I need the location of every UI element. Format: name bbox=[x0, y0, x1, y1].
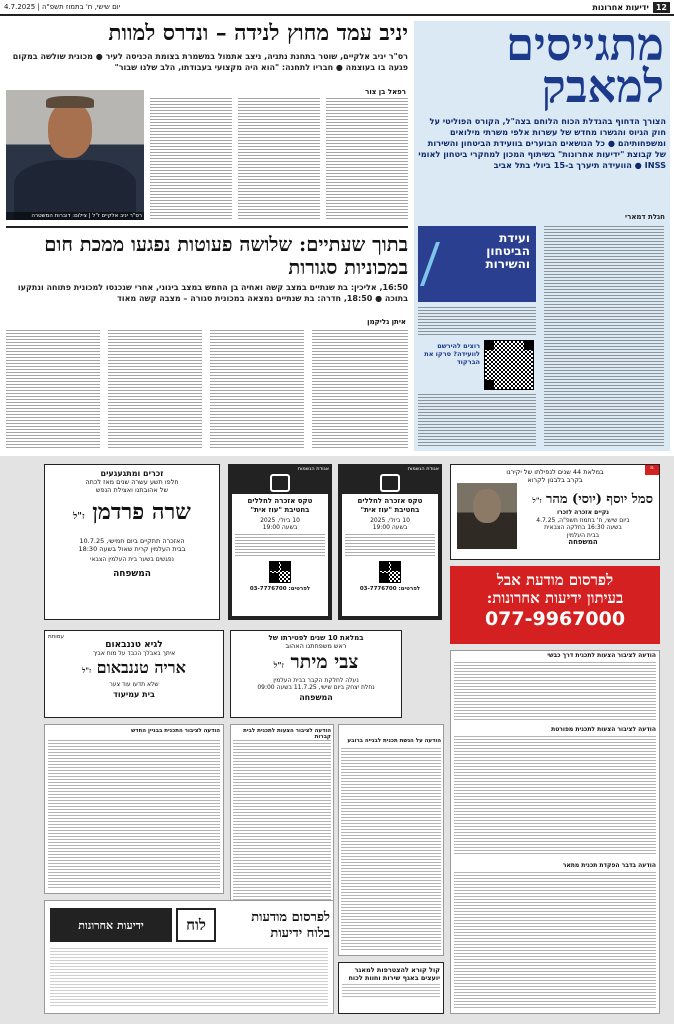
classifieds-board-badge bbox=[176, 908, 216, 942]
memorial2-org: אגודת הנשמות bbox=[297, 466, 329, 472]
memorial-ad-1 bbox=[338, 464, 442, 620]
heatstroke-col-2 bbox=[108, 330, 202, 450]
reserve-body-col-left-2 bbox=[418, 394, 536, 448]
heatstroke-col-3 bbox=[210, 330, 304, 450]
call-text bbox=[342, 984, 440, 998]
memorial2-qr-icon[interactable] bbox=[269, 561, 291, 583]
memorial2-emblem-icon bbox=[270, 474, 290, 492]
memorial2-date: 10 ביולי, 2025 bbox=[260, 517, 300, 524]
arye-line3: שלא תדעו עוד צער bbox=[109, 681, 159, 688]
memorial1-text bbox=[345, 534, 435, 558]
notice-2-title: הודעה לציבור הצעות לתכנית מפורטת bbox=[551, 726, 656, 733]
zvi-line1: במלאת 10 שנים לפטירתו של bbox=[268, 634, 364, 642]
sara-line2: חלפו תשע עשרה שנים מאז לכתה bbox=[85, 478, 179, 486]
zvi-name-text: צבי מיתר bbox=[290, 651, 359, 673]
sara-line5: בבית העלמין קרית שאול בשעה 18:30 bbox=[78, 545, 186, 553]
logo-line2: הביטחון bbox=[486, 244, 530, 258]
memorial2-text bbox=[235, 534, 325, 558]
arye-name bbox=[48, 657, 220, 681]
qr-caption: רוצים להירשם לוועידה? סרקו את הברקוד bbox=[424, 342, 480, 366]
yosef-details bbox=[513, 509, 653, 547]
arye-org: עמותת bbox=[48, 634, 64, 640]
reserve-subhead: הצורך הדחוף בהגדלת הכוח הלוחם בצה"ל, הקורס הפוליטי על חוק הגיוס והגשרו מחדש של עשרות אלפי משרתי מילואים ומשפחותיהם ● כל הנושאים הבוערים בוועידת הביטחון והשירות של קבוצת "ידיעות אחרונות" בשיתוף המכון למחקרי ביטחון לאומי INSS ● הוועידה תיערך ב-15 ביולי בתל אביב bbox=[418, 116, 666, 170]
reserve-body-col-left bbox=[418, 307, 536, 337]
heatstroke-col-4 bbox=[312, 330, 408, 450]
memorial1-title: טקס אזכרה לחללים בחטיבת "עוז אית" bbox=[357, 497, 423, 514]
yosef-line6: בבית העלמין bbox=[566, 531, 600, 539]
notice-3-text bbox=[454, 872, 656, 1010]
zvi-memorial-ad bbox=[230, 630, 402, 718]
sara-line3: של אהובתנו ואצילת הנפש bbox=[95, 486, 169, 494]
heatstroke-col-1 bbox=[6, 330, 100, 450]
sara-name-text: שרה פרדמן bbox=[92, 499, 191, 525]
reserve-logo bbox=[418, 226, 536, 302]
memorial2-phone: לפרטים: 03-7776700 bbox=[249, 586, 311, 592]
sara-name bbox=[49, 498, 215, 531]
policeman-photo bbox=[6, 90, 144, 220]
notice-4-text bbox=[341, 748, 441, 952]
sara-suffix: ז"ל bbox=[73, 512, 85, 522]
memorial2-body bbox=[232, 494, 328, 616]
yosef-face bbox=[473, 489, 501, 523]
notice-1-text bbox=[454, 662, 656, 722]
reserve-headline bbox=[418, 18, 664, 113]
yosef-name bbox=[513, 491, 653, 507]
yosef-line4: ביום שישי, ח' בתמוז תשפ"ה, 4.7.25 bbox=[536, 516, 630, 524]
yosef-line2: בקרב בלבנון לקרוא bbox=[527, 476, 583, 484]
zvi-suffix: ז"ל bbox=[273, 660, 284, 670]
yosef-suffix: ז"ל bbox=[532, 496, 542, 505]
memorial1-qr-icon[interactable] bbox=[379, 561, 401, 583]
classifieds-promo-text bbox=[220, 910, 330, 942]
policeman-hat bbox=[46, 96, 94, 108]
policeman-torso bbox=[14, 160, 136, 220]
memorial1-phone: לפרטים: 03-7776700 bbox=[359, 586, 421, 592]
arye-condolence-ad bbox=[44, 630, 224, 718]
memorial1-org: אגודת הנשמות bbox=[407, 466, 439, 472]
notice-5-title: הודעה לציבור הצעות לתכנית לבית קברות bbox=[243, 728, 331, 740]
logo-line3: והשירות bbox=[485, 257, 530, 271]
memorial-ad-2 bbox=[228, 464, 332, 620]
memorial1-body bbox=[342, 494, 438, 616]
reserve-byline: חגלת דמארי bbox=[625, 213, 665, 221]
sara-family: המשפחה bbox=[113, 569, 151, 579]
yosef-line5: בשעה 16:30 בחלקה הצבאית bbox=[544, 524, 622, 531]
notice-2-text bbox=[454, 736, 656, 856]
divider-1 bbox=[6, 226, 408, 228]
zvi-name bbox=[234, 650, 398, 677]
page-number: 12 bbox=[653, 2, 670, 13]
notice-4-title: הודעה על הגשת תכנית לבנייה ברובע bbox=[347, 738, 441, 744]
reserve-headline-text: מתגייסים למאבק bbox=[505, 18, 664, 113]
policeman-head bbox=[48, 102, 92, 158]
yosef-line1: במלאת 44 שנים לנפילתו של יקירנו bbox=[506, 468, 604, 476]
yosef-name-text: סמל יוסף (יוסי) מהר bbox=[545, 492, 653, 507]
notice-1-title: הודעה לציבור הצעות לתכנית דרך כבשי bbox=[547, 652, 656, 659]
reserve-body-col-right bbox=[544, 226, 664, 448]
policeman-subhead: רס"ר יניב אלקיים, שוטר בתחנת נתניה, ניצב אתמול במשמרת בצומת הכניסה לעיר ● מכונית שולשה במקום פגעה בו בעוצמה ● חבריו לתחנה: "הוא היה מקצועי בעבודתו, הלב שלנו שבור" bbox=[12, 52, 408, 72]
yosef-memorial-ad bbox=[450, 464, 660, 560]
board-label: לוח bbox=[186, 915, 206, 934]
newspaper-name: ידיעות אחרונות bbox=[592, 2, 649, 12]
sara-line1: זכרים ומתגעגעים bbox=[100, 469, 164, 478]
bottom-promo-line1: לפרסום מודעות bbox=[251, 910, 330, 925]
photo-caption: רס"ר יניב אלקיים ז"ל | צילום: דוברות המשטרה bbox=[6, 212, 144, 220]
promo-line1: לפרסום מודעת אבל bbox=[496, 571, 614, 589]
call-for-consultants-ad bbox=[338, 962, 444, 1014]
bottom-promo-line2: בלוח ידיעות bbox=[270, 926, 330, 941]
promo-line2: בעיתון ידיעות אחרונות: bbox=[486, 589, 624, 607]
yedioth-brand-badge bbox=[50, 908, 172, 942]
policeman-col-2 bbox=[238, 98, 320, 220]
arye-line1: לגיא טננבאום bbox=[105, 640, 163, 650]
memorial2-title: טקס אזכרה לחללים בחטיבת "עוז אית" bbox=[247, 497, 313, 514]
memorial1-emblem-icon bbox=[380, 474, 400, 492]
sara-line4: האזכרה תתקיים ביום חמישי, 10.7.25 bbox=[79, 537, 185, 545]
policeman-headline: יניב עמד מחוץ לנידה – ונדרס למוות bbox=[108, 21, 408, 46]
yosef-family: המשפחה bbox=[568, 538, 598, 546]
heatstroke-subhead: 16:50, אליכין: בת שנתיים במצב קשה ואחיה בן החמש במצב בינוני, אחרי שנכנסו למכונית פתוחה ונתקעו בתוכה ● 18:50, חדרה: בת שנתיים נמצאה במכונית סגורה – מצבה קשה מאוד bbox=[17, 283, 408, 303]
yosef-photo bbox=[457, 483, 517, 549]
policeman-col-3 bbox=[326, 98, 408, 220]
memorial1-time: בשעה 19:00 bbox=[372, 524, 408, 531]
arye-name-text: אריה טננבאום bbox=[96, 658, 186, 677]
notice-6-text bbox=[48, 740, 220, 890]
top-bar bbox=[0, 0, 674, 16]
memorial2-time: בשעה 19:00 bbox=[262, 524, 298, 531]
policeman-byline: רפאל בן צור bbox=[365, 88, 406, 96]
notice-6-title: הודעה לציבור התכנית בבניין החדש bbox=[131, 728, 220, 734]
zvi-family: המשפחה bbox=[299, 693, 333, 702]
arye-line2: איתך באבלך הכבד על מות אביך bbox=[92, 650, 176, 657]
ad-tag: מ bbox=[645, 465, 659, 475]
sara-memorial-ad bbox=[44, 464, 220, 620]
notice-5-text bbox=[233, 740, 331, 900]
issue-date: יום שישי, ח' בתמוז תשפ"ה | 4.7.2025 bbox=[4, 3, 121, 11]
reserve-qr-icon[interactable] bbox=[484, 340, 534, 390]
classifieds-promo-fill bbox=[50, 948, 328, 1008]
brand-label: ידיעות אחרונות bbox=[78, 918, 144, 932]
arye-family: בית עמיעוד bbox=[113, 690, 155, 699]
notice-3-title: הודעה בדבר הפקדת תכנית מתאר bbox=[562, 862, 656, 869]
heatstroke-headline: בתוך שעתיים: שלושה פעוטות נפגעו ממכת חום במכוניות סגורות bbox=[44, 233, 408, 279]
zvi-line2: ראש משפחתנו האהוב bbox=[285, 642, 347, 650]
logo-line1: ועידת bbox=[499, 231, 530, 245]
memorial1-date: 10 ביולי, 2025 bbox=[370, 517, 410, 524]
call-title: קול קורא להצטרפות למאגר יועצים באגף שירות וחוות לכוח bbox=[348, 966, 440, 982]
zvi-line3: נעלה לחלקת הקבר בבית העלמין bbox=[273, 677, 359, 684]
heatstroke-byline: איתן גליקמן bbox=[367, 318, 406, 326]
death-notice-promo bbox=[450, 566, 660, 644]
arye-suffix: ז"ל bbox=[82, 666, 92, 675]
sara-line6: נפגשים בשער בית העלמין הצבאי bbox=[90, 556, 174, 563]
yosef-line3: נקיים אזכרה לזכרו bbox=[556, 509, 610, 516]
promo-phone[interactable]: 077-9967000 bbox=[484, 608, 626, 630]
policeman-col-1 bbox=[150, 98, 232, 220]
zvi-line4: נחלת יצחק ביום שישי, 11.7.25 בשעה 09:00 bbox=[257, 684, 375, 691]
